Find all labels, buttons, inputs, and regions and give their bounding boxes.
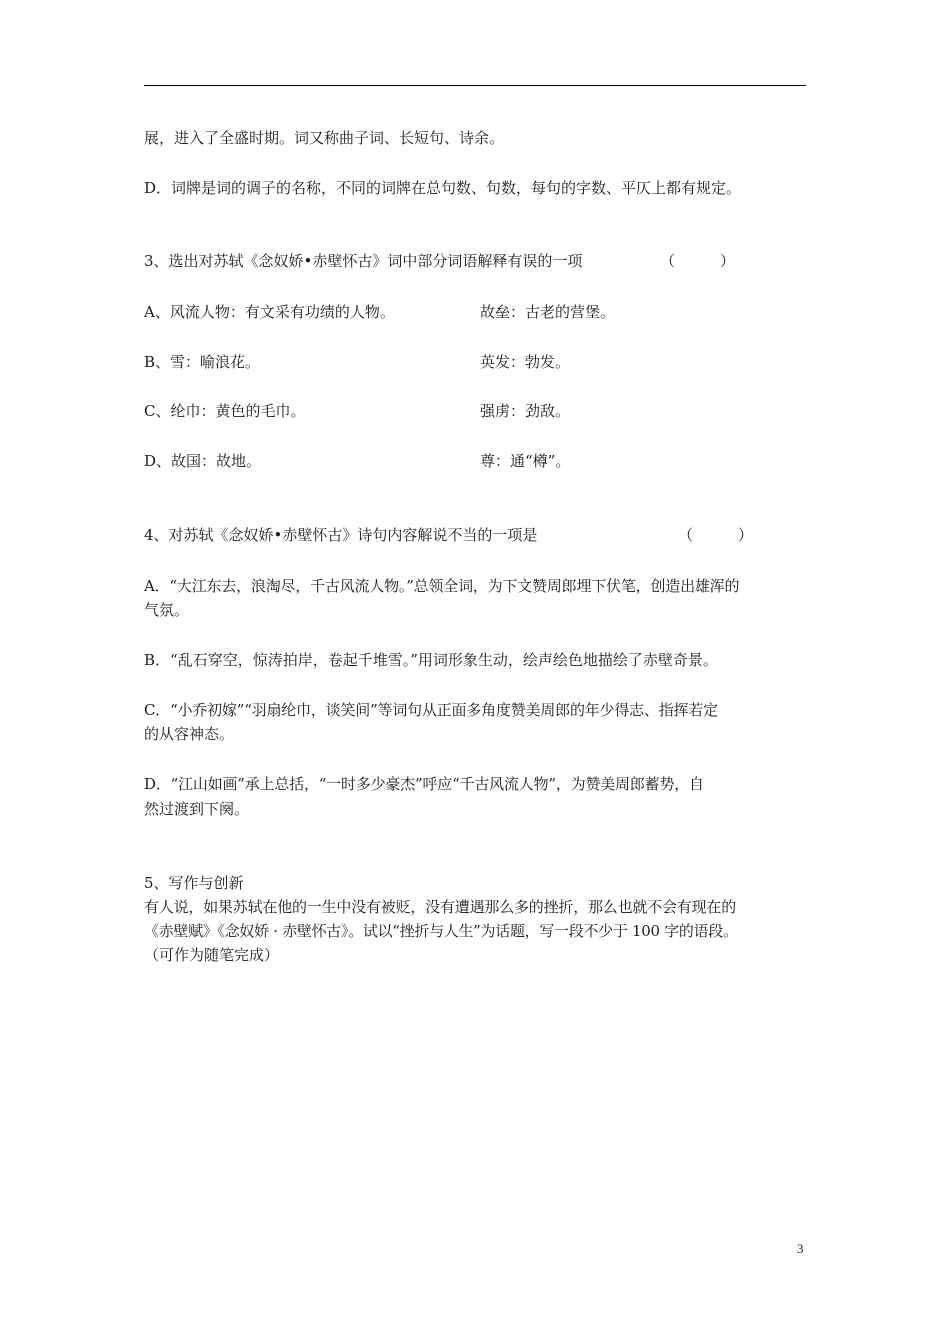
header-rule	[144, 85, 806, 86]
question3-option-a-left: A、风流人物：有文采有功绩的人物。	[144, 303, 395, 321]
question3-option-d-right: 尊：通“樽”。	[480, 452, 571, 470]
question3-stem: 3、选出对苏轼《念奴娇•赤壁怀古》词中部分词语解释有误的一项	[144, 252, 583, 270]
question4-option-c-line1: C．“小乔初嫁”“羽扇纶巾，谈笑间”等词句从正面多角度赞美周郎的年少得志、指挥若定	[144, 701, 718, 719]
question3-option-c-left: C、纶巾：黄色的毛巾。	[144, 402, 306, 420]
question4-option-a-line2: 气氛。	[144, 601, 190, 619]
question3-option-d-left: D、故国：故地。	[144, 452, 262, 470]
question5-title: 5、写作与创新	[144, 874, 244, 892]
question4-option-d-line1: D．“江山如画”承上总括，“一时多少豪杰”呼应“千古风流人物”，为赞美周郎蓄势，自	[144, 775, 704, 793]
question4-option-c-line2: 的从容神态。	[144, 725, 235, 743]
question3-answer-paren: （ ）	[660, 252, 736, 270]
question3-option-c-right: 强虏：劲敌。	[480, 402, 571, 420]
question5-prompt-line1: 有人说，如果苏轼在他的一生中没有被贬，没有遭遇那么多的挫折，那么也就不会有现在的	[144, 898, 737, 916]
question3-option-b-left: B、雪：喻浪花。	[144, 353, 261, 371]
question4-stem: 4、对苏轼《念奴娇•赤壁怀古》诗句内容解说不当的一项是	[144, 526, 538, 544]
question5-prompt-line3: （可作为随笔完成）	[144, 946, 280, 964]
continuation-text: 展，进入了全盛时期。词又称曲子词、长短句、诗余。	[144, 129, 505, 147]
question4-option-d-line2: 然过渡到下阕。	[144, 800, 250, 818]
question3-option-a-right: 故垒：古老的营堡。	[480, 303, 616, 321]
question4-option-b: B．“乱石穿空，惊涛拍岸，卷起千堆雪。”用词形象生动，绘声绘色地描绘了赤壁奇景。	[144, 651, 718, 669]
question3-option-b-right: 英发：勃发。	[480, 353, 571, 371]
previous-option-d: D．词牌是词的调子的名称，不同的词牌在总句数、句数，每句的字数、平仄上都有规定。	[144, 179, 742, 197]
question5-prompt-line2: 《赤壁赋》《念奴娇 · 赤壁怀古》。试以“挫折与人生”为话题，写一段不少于 100 字的语段。	[144, 922, 738, 940]
question4-option-a-line1: A．“大江东去，浪淘尽，千古风流人物。”总领全词，为下文赞周郎埋下伏笔，创造出雄浑的	[144, 577, 740, 595]
question4-answer-paren: （ ）	[678, 526, 754, 544]
page-number: 3	[797, 1241, 804, 1256]
